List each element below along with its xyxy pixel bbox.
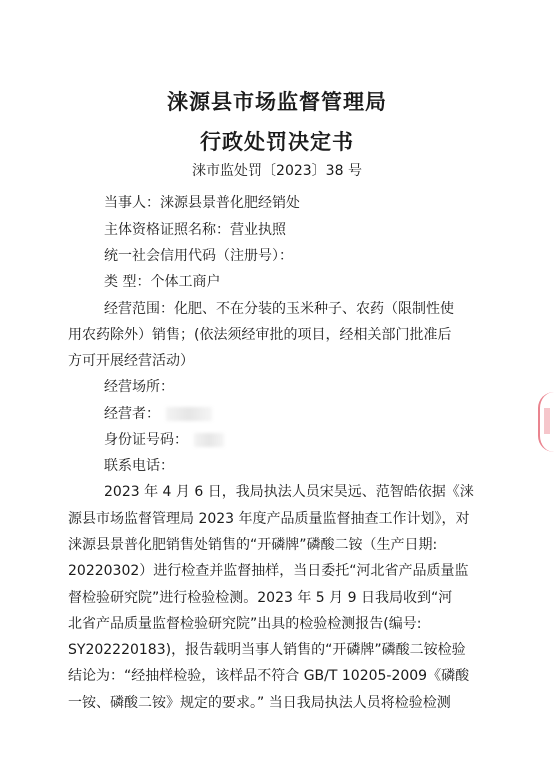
scope-line-1: 经营范围：化肥、不在分装的玉米种子、农药（限制性使 <box>104 301 454 317</box>
scope-line-3: 方可开展经营活动） <box>68 353 194 369</box>
address-line: 经营场所： <box>104 379 174 395</box>
org-title: 涞源县市场监督管理局 <box>167 89 387 114</box>
doc-type-title: 行政处罚决定书 <box>200 129 354 154</box>
operator-label: 经营者： <box>104 406 160 422</box>
type-line: 类 型：个体工商户 <box>104 274 221 290</box>
credit-code-line: 统一社会信用代码（注册号）： <box>104 248 293 264</box>
scope-line-2: 用农药除外）销售；(依法须经审批的项目，经相关部门批准后 <box>68 327 452 343</box>
redaction-mark <box>166 407 212 421</box>
id-label: 身份证号码： <box>104 432 188 448</box>
body-line-3: 涞源县景普化肥销售处销售的“开磷牌”磷酸二铵（生产日期: <box>68 537 438 553</box>
body-line-8: 结论为：“经抽样检验，该样品不符合 GB/T 10205-2009《磷酸 <box>68 668 470 684</box>
body-line-5: 督检验研究院”进行检验检测。2023 年 5 月 9 日我局收到“河 <box>68 590 453 606</box>
redaction-mark <box>194 433 224 447</box>
doc-number: 涞市监处罚〔2023〕38 号 <box>192 163 362 179</box>
body-line-9: 一铵、磷酸二铵》规定的要求。” 当日我局执法人员将检验检测 <box>68 695 451 711</box>
seal-stamp-mark <box>544 408 550 434</box>
body-line-2: 源县市场监督管理局 2023 年度产品质量监督抽查工作计划》，对 <box>68 511 470 527</box>
operator-line <box>104 404 212 424</box>
body-line-7: SY202220183)，报告载明当事人销售的“开磷牌”磷酸二铵检验 <box>68 642 466 658</box>
body-line-1: 2023 年 4 月 6 日，我局执法人员宋昊远、范智皓依据《涞 <box>104 484 474 500</box>
id-line <box>104 430 224 450</box>
party-line: 当事人：涞源县景普化肥经销处 <box>104 195 300 211</box>
license-line: 主体资格证照名称：营业执照 <box>104 222 286 238</box>
body-line-4: 20220302）进行检查并监督抽样，当日委托“河北省产品质量监 <box>68 563 469 579</box>
body-line-6: 北省产品质量监督检验研究院”出具的检验检测报告(编号: <box>68 616 422 632</box>
phone-line: 联系电话： <box>104 458 174 474</box>
